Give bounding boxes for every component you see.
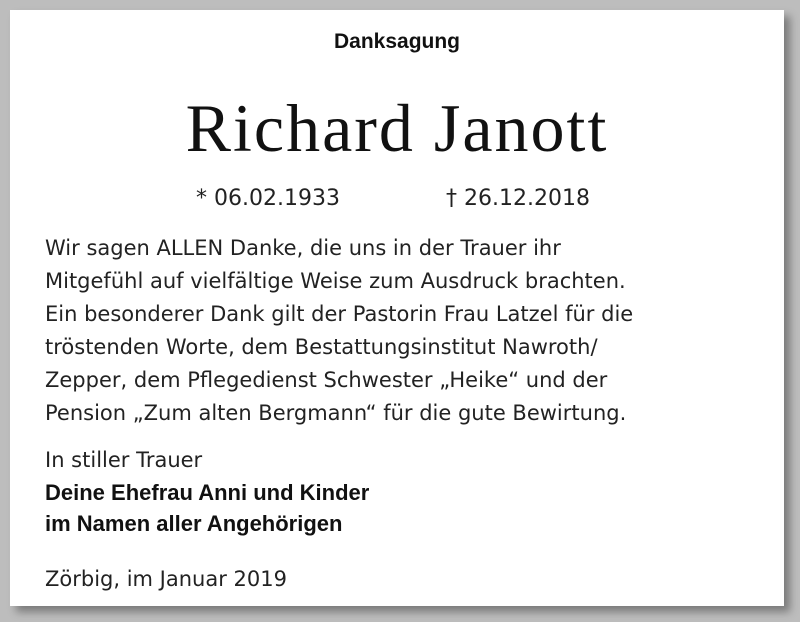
thanks-line: Ein besonderer Dank gilt der Pastorin Frau Latzel für die (45, 302, 634, 326)
obituary-notice (10, 10, 784, 606)
deceased-name: Richard Janott (185, 90, 609, 166)
signer-line: im Namen aller Angehörigen (45, 511, 343, 536)
place-date: Zörbig, im Januar 2019 (45, 567, 287, 591)
notice-heading: Danksagung (333, 30, 461, 53)
thanks-line: Wir sagen ALLEN Danke, die uns in der Trauer ihr (45, 236, 561, 260)
death-date: † 26.12.2018 (446, 186, 590, 211)
thanks-text (45, 232, 765, 430)
birth-date: * 06.02.1933 (196, 186, 340, 211)
mourning-phrase: In stiller Trauer (45, 448, 203, 472)
thanks-line: Pension „Zum alten Bergmann“ für die gute Bewirtung. (45, 401, 627, 425)
thanks-line: Zepper, dem Pflegedienst Schwester „Heike“ und der (45, 368, 608, 392)
signer-line: Deine Ehefrau Anni und Kinder (45, 480, 370, 505)
thanks-line: tröstenden Worte, dem Bestattungsinstitut Nawroth/ (45, 335, 598, 359)
thanks-line: Mitgefühl auf vielfältige Weise zum Ausdruck brachten. (45, 269, 626, 293)
